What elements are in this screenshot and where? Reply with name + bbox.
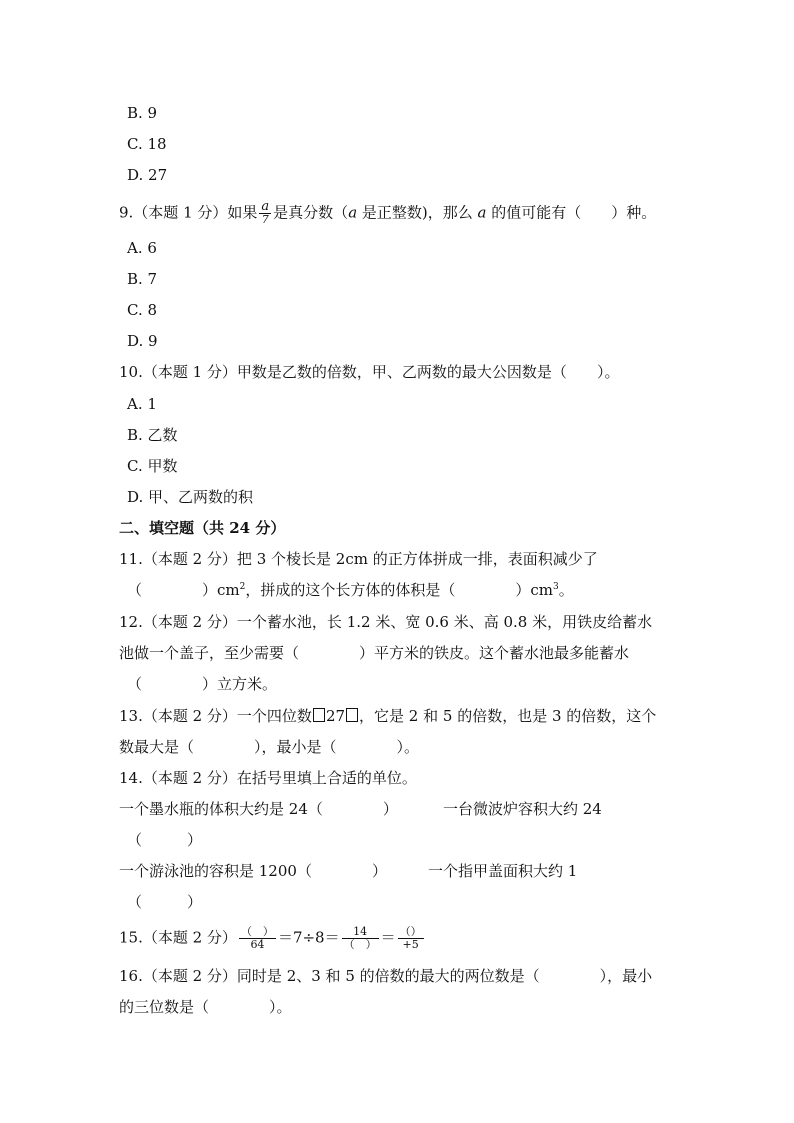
q11-sup-3: 3	[553, 582, 559, 592]
q13-line1-c: ，它是 2 和 5 的倍数，也是 3 的倍数，这个	[359, 707, 657, 725]
q12-line2: 池做一个盖子，至少需要（ ）平方米的铁皮。这个蓄水池最多能蓄水	[119, 644, 630, 662]
q16-line2: 的三位数是（ ）。	[119, 998, 292, 1016]
q15-fraction-2	[342, 926, 379, 951]
q14-item4-cont: （ ）	[127, 893, 203, 911]
q15-eq2: ＝	[380, 928, 396, 947]
q14-line1: 14.（本题 2 分）在括号里填上合适的单位。	[119, 769, 417, 787]
q9-question	[119, 201, 656, 226]
q15-f3-den: +5	[402, 938, 419, 951]
q9-var1: a	[348, 203, 358, 222]
q15-equation	[119, 926, 426, 951]
q11-line2	[127, 580, 574, 600]
q13-line1-b: 27	[325, 707, 346, 725]
q12-line1: 12.（本题 2 分）一个蓄水池，长 1.2 米、宽 0.6 米、高 0.8 米，用铁皮给蓄水	[119, 613, 653, 631]
q13-line1-a: 13.（本题 2 分）一个四位数	[119, 707, 312, 725]
blank-box-icon	[313, 708, 325, 722]
q15-f3-num: （）	[399, 925, 422, 938]
q11-line2-c: 。	[558, 581, 574, 599]
section2-heading: 二、填空题（共 24 分）	[119, 519, 286, 537]
q8-option-b: B. 9	[127, 104, 158, 122]
q9-prefix: 9.（本题 1 分）如果	[119, 203, 258, 222]
q8-option-c: C. 18	[127, 135, 167, 153]
q13-line2: 数最大是（ ），最小是（ ）。	[119, 738, 420, 756]
q10-question: 10.（本题 1 分）甲数是乙数的倍数，甲、乙两数的最大公因数是（ ）。	[119, 363, 620, 381]
q9-option-c: C. 8	[127, 301, 158, 319]
q13-line1	[119, 706, 656, 726]
q14-item2-cont: （ ）	[127, 831, 203, 849]
q9-mid2: 是正整数)，那么	[357, 203, 478, 222]
q15-f1-num: （ ）	[240, 925, 274, 938]
q14-item4: 一个指甲盖面积大约 1	[428, 862, 578, 880]
q15-fraction-3	[398, 926, 424, 951]
q9-var2: a	[477, 203, 487, 222]
q9-option-a: A. 6	[127, 239, 157, 257]
q9-fraction	[259, 201, 271, 226]
q14-item2: 一台微波炉容积大约 24	[443, 800, 602, 818]
q11-line2-b: ，拼成的这个长方体的体积是（ ）cm	[245, 581, 554, 599]
q9-frac-num: a	[261, 199, 270, 214]
q12-line3: （ ）立方米。	[127, 675, 278, 693]
blank-box-icon	[346, 708, 358, 722]
q14-item1: 一个墨水瓶的体积大约是 24（ ）	[119, 800, 398, 818]
q9-option-d: D. 9	[127, 332, 158, 350]
q9-option-b: B. 7	[127, 270, 158, 288]
q10-option-b: B. 乙数	[127, 426, 178, 444]
q16-line1: 16.（本题 2 分）同时是 2、3 和 5 的倍数的最大的两位数是（ ），最小	[119, 967, 653, 985]
q10-option-c: C. 甲数	[127, 457, 178, 475]
q14-item3: 一个游泳池的容积是 1200（ ）	[119, 862, 387, 880]
q15-f1-den: 64	[250, 938, 265, 951]
q11-line1: 11.（本题 2 分）把 3 个棱长是 2cm 的正方体拼成一排，表面积减少了	[119, 550, 598, 568]
q15-eq1: ＝7÷8＝	[277, 928, 340, 947]
q9-mid1: 是真分数（	[273, 203, 349, 222]
q9-suffix: 的值可能有（ ）种。	[486, 203, 657, 222]
q11-line2-a: （ ）cm	[127, 581, 240, 599]
q15-f2-num: 14	[342, 926, 379, 939]
q10-option-d: D. 甲、乙两数的积	[127, 488, 254, 506]
q8-option-d: D. 27	[127, 166, 168, 184]
q15-prefix: 15.（本题 2 分）	[119, 928, 237, 947]
q10-option-a: A. 1	[127, 395, 157, 413]
q15-f2-den: （ ）	[343, 938, 377, 951]
q11-sup-2: 2	[239, 582, 246, 592]
q15-fraction-1	[239, 926, 276, 951]
q9-frac-den: 7	[259, 213, 271, 226]
